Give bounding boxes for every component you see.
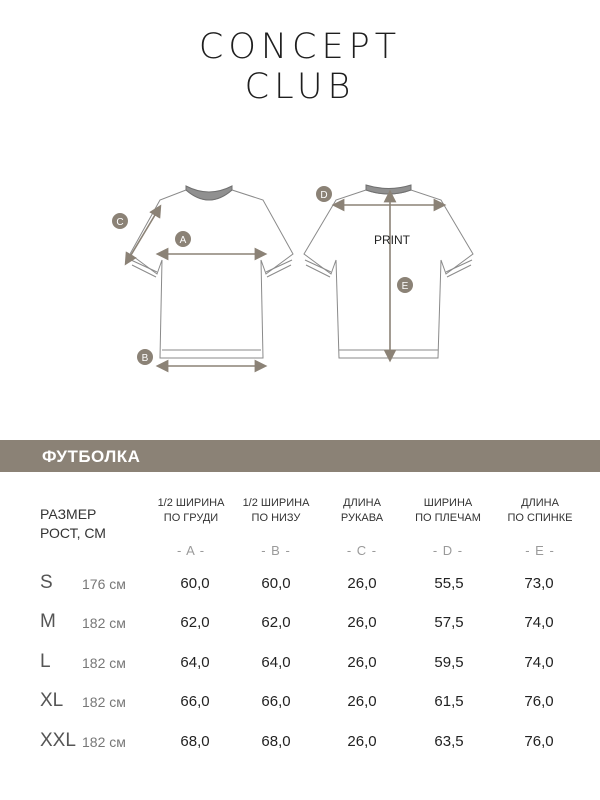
size-header-line2: РОСТ, СМ — [40, 525, 106, 541]
back-tshirt — [304, 185, 473, 358]
size-name: L — [40, 651, 51, 672]
marker-b — [137, 349, 153, 365]
cell-e: 73,0 — [524, 575, 554, 592]
column-header-line2: ПО СПИНКЕ — [507, 512, 573, 524]
size-name: XXL — [40, 730, 76, 751]
size-height: 182 см — [82, 655, 126, 671]
size-header-line1: РАЗМЕР — [40, 506, 97, 522]
cell-a: 60,0 — [180, 575, 210, 592]
marker-d — [316, 186, 332, 202]
marker-a — [175, 231, 191, 247]
table-row-l — [0, 651, 600, 681]
tshirt-diagram — [0, 170, 600, 390]
cell-d: 59,5 — [434, 654, 464, 671]
size-name: M — [40, 611, 56, 632]
column-header-line2: РУКАВА — [340, 512, 384, 524]
column-header-line1: ДЛИНА — [521, 497, 559, 509]
column-header-line1: ШИРИНА — [423, 497, 473, 509]
cell-d: 57,5 — [434, 614, 464, 631]
column-code-e: - E - — [525, 543, 555, 558]
brand-logo-line2: CLUB — [244, 67, 356, 107]
size-name: XL — [40, 690, 64, 711]
column-header-b — [226, 496, 326, 526]
column-code-d: - D - — [432, 543, 464, 558]
cell-d: 61,5 — [434, 693, 464, 710]
cell-a: 64,0 — [180, 654, 210, 671]
size-name: S — [40, 572, 53, 593]
column-header-line1: ДЛИНА — [343, 497, 381, 509]
column-header-line2: ПО ПЛЕЧАМ — [415, 512, 481, 524]
cell-a: 68,0 — [180, 733, 210, 750]
cell-a: 62,0 — [180, 614, 210, 631]
cell-b: 68,0 — [261, 733, 291, 750]
brand-logo-line1: CONCEPT — [198, 27, 402, 67]
marker-c — [112, 213, 128, 229]
table-row-xl — [0, 690, 600, 720]
marker-e — [397, 277, 413, 293]
cell-e: 76,0 — [524, 733, 554, 750]
front-tshirt — [130, 186, 293, 358]
column-header-d — [398, 496, 498, 526]
cell-b: 66,0 — [261, 693, 291, 710]
table-row-m — [0, 611, 600, 641]
cell-b: 62,0 — [261, 614, 291, 631]
svg-text:C: C — [116, 217, 124, 228]
size-height: 182 см — [82, 734, 126, 750]
cell-d: 55,5 — [434, 575, 464, 592]
section-banner — [0, 440, 600, 472]
svg-text:D: D — [320, 190, 328, 201]
column-header-line1: 1/2 ШИРИНА — [242, 497, 310, 509]
column-code-c: - C - — [346, 543, 378, 558]
print-label: PRINT — [374, 233, 410, 247]
column-header-line2: ПО НИЗУ — [251, 512, 301, 524]
cell-c: 26,0 — [347, 614, 377, 631]
column-code-b: - B - — [261, 543, 291, 558]
cell-a: 66,0 — [180, 693, 210, 710]
cell-b: 60,0 — [261, 575, 291, 592]
svg-text:E: E — [401, 281, 409, 292]
size-height: 176 см — [82, 576, 126, 592]
cell-c: 26,0 — [347, 733, 377, 750]
svg-text:A: A — [179, 235, 187, 246]
cell-d: 63,5 — [434, 733, 464, 750]
size-header — [40, 505, 106, 543]
cell-e: 74,0 — [524, 614, 554, 631]
cell-c: 26,0 — [347, 575, 377, 592]
section-title: ФУТБОЛКА — [42, 447, 141, 466]
svg-text:B: B — [141, 353, 149, 364]
column-code-a: - A - — [176, 543, 206, 558]
column-header-c — [312, 496, 412, 526]
column-header-e — [490, 496, 590, 526]
size-height: 182 см — [82, 694, 126, 710]
cell-e: 74,0 — [524, 654, 554, 671]
cell-c: 26,0 — [347, 693, 377, 710]
column-header-line2: ПО ГРУДИ — [163, 512, 219, 524]
size-height: 182 см — [82, 615, 126, 631]
cell-c: 26,0 — [347, 654, 377, 671]
cell-e: 76,0 — [524, 693, 554, 710]
column-header-line1: 1/2 ШИРИНА — [157, 497, 225, 509]
table-row-xxl — [0, 730, 600, 760]
cell-b: 64,0 — [261, 654, 291, 671]
table-row-s — [0, 572, 600, 602]
